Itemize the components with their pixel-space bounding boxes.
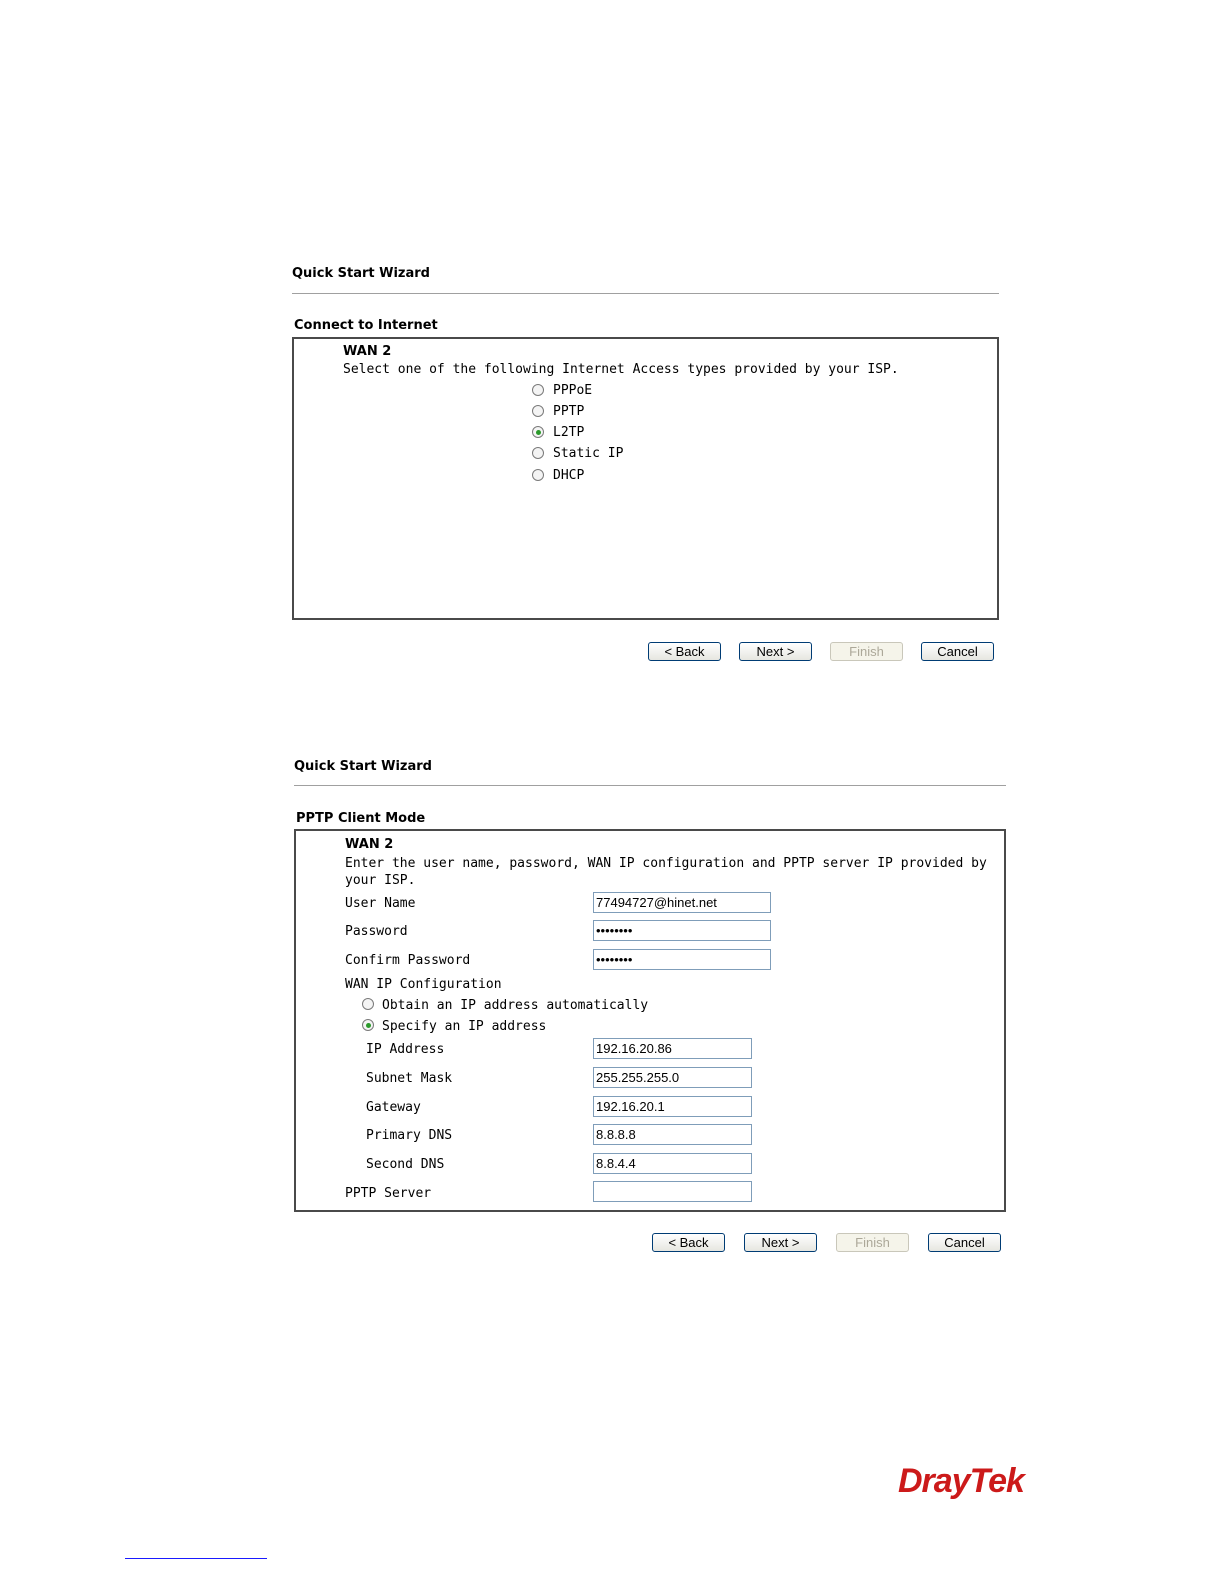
obtain-auto-label: Obtain an IP address automatically — [382, 998, 649, 1013]
radio-obtain-auto[interactable] — [362, 998, 374, 1010]
gateway-input[interactable]: 192.16.20.1 — [593, 1096, 752, 1117]
radio-specify-ip[interactable] — [362, 1019, 374, 1031]
draytek-logo: DrayTek — [898, 1462, 1024, 1500]
radio-l2tp[interactable] — [532, 426, 544, 438]
back-button[interactable]: < Back — [652, 1233, 725, 1252]
back-button[interactable]: < Back — [648, 642, 721, 661]
primary-dns-input[interactable]: 8.8.8.8 — [593, 1124, 752, 1145]
finish-button[interactable]: Finish — [836, 1233, 909, 1252]
radio-pppoe[interactable] — [532, 384, 544, 396]
next-button[interactable]: Next > — [739, 642, 812, 661]
wizard1-panel — [292, 337, 999, 620]
wizard2-wan-label: WAN 2 — [345, 837, 394, 852]
option-label-l2tp: L2TP — [553, 425, 585, 440]
ip-address-input[interactable]: 192.16.20.86 — [593, 1038, 752, 1059]
wizard1-section-title: Connect to Internet — [294, 318, 438, 333]
primary-dns-label: Primary DNS — [366, 1128, 453, 1143]
second-dns-label: Second DNS — [366, 1157, 445, 1172]
subnet-mask-label: Subnet Mask — [366, 1071, 453, 1086]
cancel-button[interactable]: Cancel — [921, 642, 994, 661]
password-label: Password — [345, 924, 408, 939]
wizard1-wan-label: WAN 2 — [343, 344, 392, 359]
ip-address-label: IP Address — [366, 1042, 445, 1057]
pptp-server-input[interactable] — [593, 1181, 752, 1202]
cancel-button[interactable]: Cancel — [928, 1233, 1001, 1252]
radio-dhcp[interactable] — [532, 469, 544, 481]
specify-ip-label: Specify an IP address — [382, 1019, 547, 1034]
wizard2-section-title: PPTP Client Mode — [296, 811, 426, 826]
wizard1-divider — [292, 293, 999, 294]
user-name-label: User Name — [345, 896, 416, 911]
wizard2-divider — [294, 785, 1006, 786]
wizard1-instruction: Select one of the following Internet Access types provided by your ISP. — [343, 362, 899, 377]
finish-button[interactable]: Finish — [830, 642, 903, 661]
option-label-static-ip: Static IP — [553, 446, 624, 461]
pptp-server-label: PPTP Server — [345, 1186, 432, 1201]
option-label-pptp: PPTP — [553, 404, 585, 419]
wizard2-title: Quick Start Wizard — [294, 759, 432, 774]
wizard1-title: Quick Start Wizard — [292, 266, 430, 281]
second-dns-input[interactable]: 8.8.4.4 — [593, 1153, 752, 1174]
next-button[interactable]: Next > — [744, 1233, 817, 1252]
wizard2-instruction-line1: Enter the user name, password, WAN IP configuration and PPTP server IP provided by — [345, 856, 987, 871]
confirm-password-input[interactable]: •••••••• — [593, 949, 771, 970]
password-input[interactable]: •••••••• — [593, 920, 771, 941]
wizard2-instruction-line2: your ISP. — [345, 873, 416, 888]
option-label-dhcp: DHCP — [553, 468, 585, 483]
user-name-input[interactable]: 77494727@hinet.net — [593, 892, 771, 913]
wan-ip-config-label: WAN IP Configuration — [345, 977, 502, 992]
footer-link-underline — [125, 1558, 267, 1559]
option-label-pppoe: PPPoE — [553, 383, 593, 398]
gateway-label: Gateway — [366, 1100, 421, 1115]
radio-static-ip[interactable] — [532, 447, 544, 459]
confirm-password-label: Confirm Password — [345, 953, 471, 968]
subnet-mask-input[interactable]: 255.255.255.0 — [593, 1067, 752, 1088]
wizard2-panel — [294, 829, 1006, 1212]
radio-pptp[interactable] — [532, 405, 544, 417]
